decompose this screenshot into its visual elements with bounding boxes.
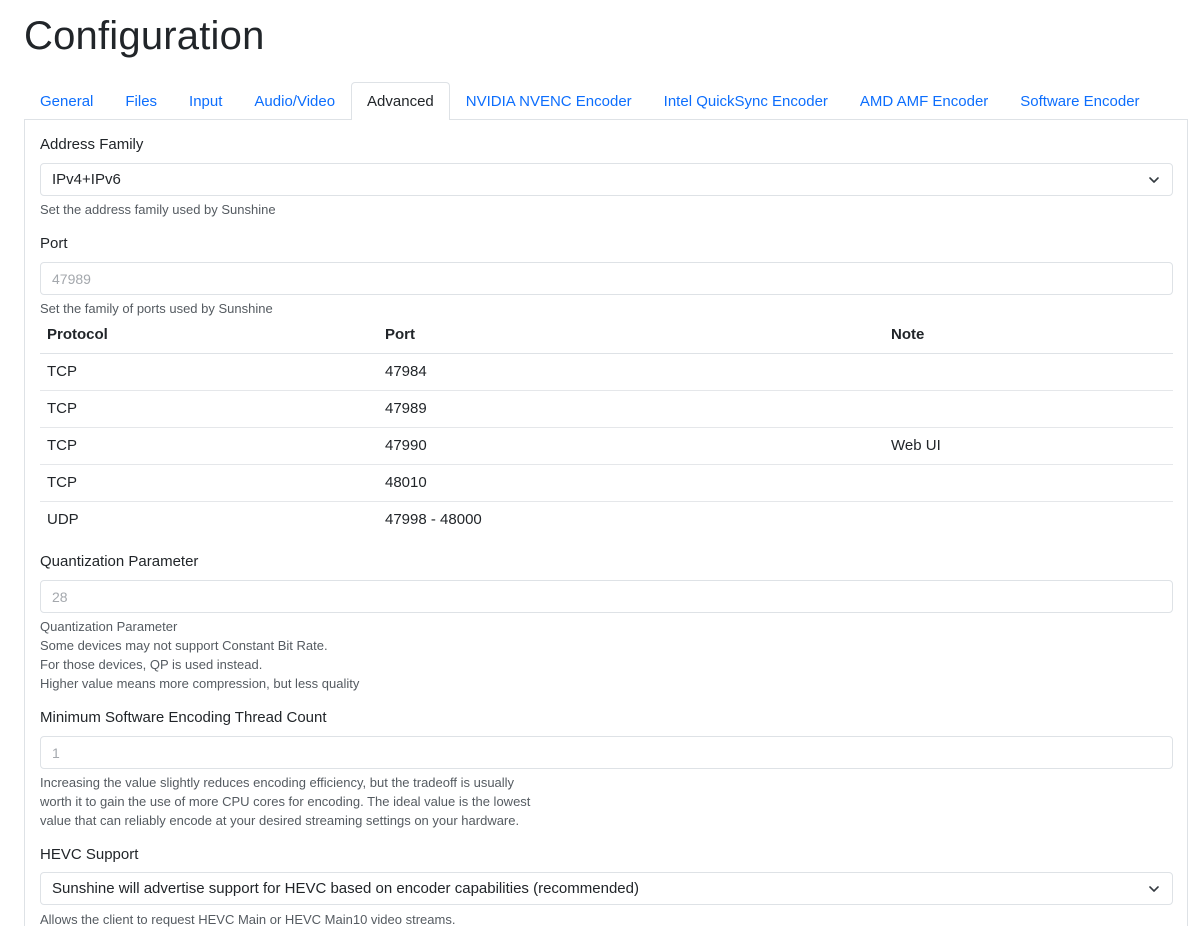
table-header-row (40, 316, 1173, 353)
table-row (40, 501, 1173, 538)
tab-amd-amf-encoder[interactable]: AMD AMF Encoder (859, 93, 989, 110)
hevc-value: Sunshine will advertise support for HEVC based on encoder capabilities (recommended) (52, 880, 639, 897)
column-header-port: Port (378, 316, 884, 353)
hevc-label: HEVC Support (40, 846, 139, 863)
protocol-cell: UDP (47, 511, 79, 529)
tab-advanced[interactable]: Advanced (351, 82, 450, 120)
qp-help-line: Some devices may not support Constant Bit Rate. (40, 638, 328, 653)
column-header-note: Note (884, 316, 1173, 353)
qp-input[interactable] (40, 580, 1173, 613)
note-cell (884, 464, 1173, 501)
port-cell: 47984 (378, 353, 884, 390)
min-threads-input[interactable] (40, 736, 1173, 769)
protocol-cell: TCP (40, 353, 378, 390)
protocol-cell: TCP (40, 390, 378, 427)
table-row (40, 427, 1173, 464)
table-row (40, 464, 1173, 501)
port-cell: 47998 - 48000 (385, 511, 482, 529)
note-cell: Web UI (884, 427, 1173, 464)
note-cell (884, 353, 1173, 390)
address-family-label: Address Family (40, 136, 144, 153)
qp-help (40, 617, 359, 693)
port-cell: 47989 (378, 390, 884, 427)
chevron-down-icon (1148, 174, 1160, 186)
protocol-cell: TCP (40, 464, 378, 501)
qp-help-line: For those devices, QP is used instead. (40, 657, 263, 672)
table-row (40, 353, 1173, 390)
config-tabs (24, 82, 1188, 120)
port-cell: 47990 (378, 427, 884, 464)
qp-help-line: Quantization Parameter (40, 619, 178, 634)
chevron-down-icon (1148, 883, 1160, 895)
port-label: Port (40, 235, 68, 252)
tab-nvidia-nvenc-encoder[interactable]: NVIDIA NVENC Encoder (465, 93, 632, 110)
tab-intel-quicksync-encoder[interactable]: Intel QuickSync Encoder (663, 93, 828, 110)
min-threads-help (40, 773, 530, 830)
advanced-panel (24, 120, 1188, 926)
ports-table (40, 316, 1173, 538)
address-family-value: IPv4+IPv6 (52, 171, 121, 188)
address-family-select[interactable] (40, 163, 1173, 196)
min-threads-label: Minimum Software Encoding Thread Count (40, 709, 327, 726)
qp-label: Quantization Parameter (40, 553, 199, 570)
address-family-help: Set the address family used by Sunshine (40, 202, 276, 217)
protocol-cell: TCP (40, 427, 378, 464)
qp-help-line: Higher value means more compression, but less quality (40, 676, 360, 691)
tab-audio-video[interactable]: Audio/Video (254, 93, 336, 110)
note-cell (884, 501, 1173, 538)
min-threads-help-line: worth it to gain the use of more CPU cores for encoding. The ideal value is the lowest (40, 794, 531, 809)
note-cell (884, 390, 1173, 427)
hevc-help: Allows the client to request HEVC Main or HEVC Main10 video streams. (40, 912, 456, 927)
tab-software-encoder[interactable]: Software Encoder (1020, 93, 1140, 110)
tab-files[interactable]: Files (125, 93, 158, 110)
page-title: Configuration (24, 14, 265, 58)
min-threads-help-line: value that can reliably encode at your desired streaming settings on your hardware. (40, 813, 520, 828)
port-input[interactable] (40, 262, 1173, 295)
tab-input[interactable]: Input (189, 93, 223, 110)
port-help: Set the family of ports used by Sunshine (40, 301, 273, 316)
hevc-select[interactable] (40, 872, 1173, 905)
min-threads-help-line: Increasing the value slightly reduces encoding efficiency, but the tradeoff is usually (40, 775, 515, 790)
tab-general[interactable]: General (40, 93, 94, 110)
column-header-protocol: Protocol (40, 316, 378, 353)
table-row (40, 390, 1173, 427)
port-cell: 48010 (378, 464, 884, 501)
